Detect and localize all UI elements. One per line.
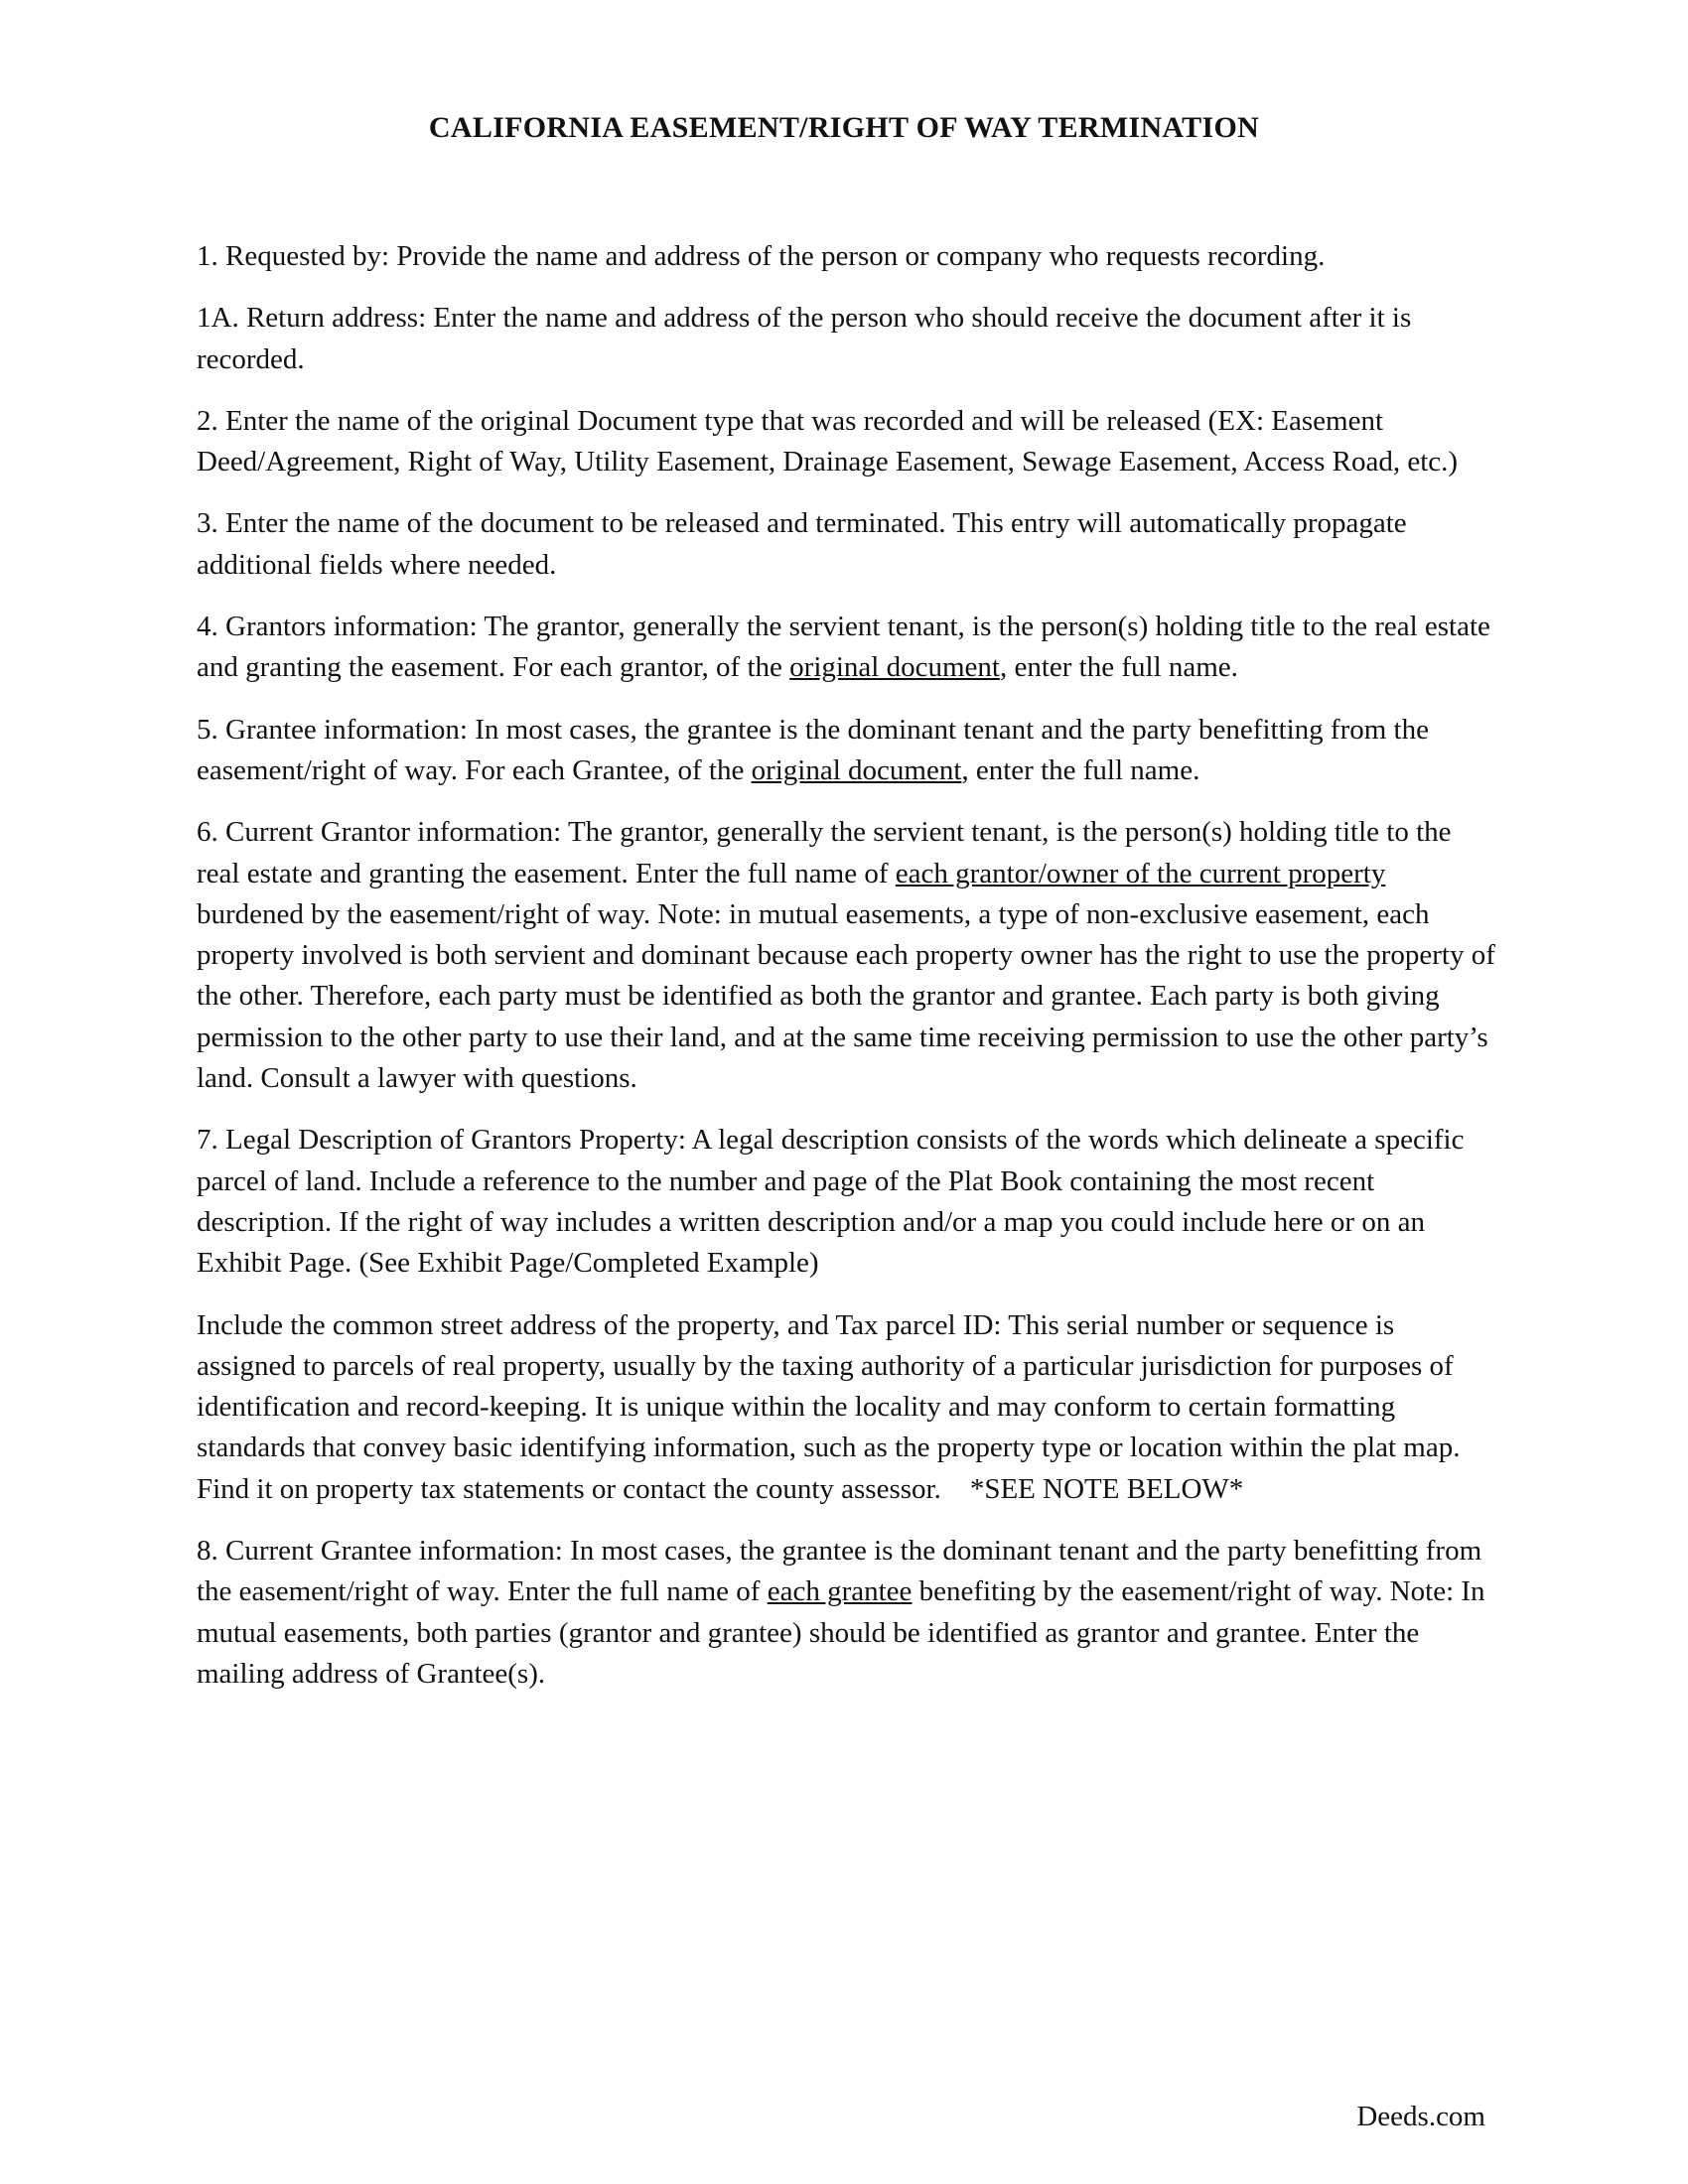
current-owner-underline: each grantor/owner of the current property bbox=[895, 857, 1386, 889]
instruction-8-text-end: benefiting by the easement/right of way. Note: In mutual easements, both parties (grantor and grantee) should be identified as grantor and grantee. Enter the mailing address of Grantee(s). bbox=[197, 1575, 1485, 1690]
footer-brand: Deeds.com bbox=[1356, 2101, 1485, 2132]
instruction-1a-return-address: 1A. Return address: Enter the name and address of the person who should receive the document after it is recorded. bbox=[197, 302, 1412, 375]
instruction-2-document-type: 2. Enter the name of the original Document type that was recorded and will be released (EX: Easement Deed/Agreement, Right of Way, Utility Easement, Drainage Easement, Sewage Easement, Access Road, etc.) bbox=[197, 404, 1459, 478]
instruction-6-current-grantor bbox=[197, 812, 1497, 1099]
each-grantee-underline: each grantee bbox=[767, 1575, 913, 1608]
original-document-underline: original document bbox=[751, 753, 962, 786]
instruction-7-tax-parcel: Include the common street address of the property, and Tax parcel ID: This serial number or sequence is assigned to parcels of real property, usually by the taxing authority of a particular jurisdiction for purposes of identification and record-keeping. It is unique within the locality and may conform to certain formatting standards that convey basic identifying information, such as the property type or location within the plat map. Find it on property tax statements or contact the county assessor. *SEE NOTE BELOW* bbox=[197, 1308, 1468, 1505]
instruction-5-text: 5. Grantee information: In most cases, the grantee is the dominant tenant and the party benefitting from the easement/right of way. For each Grantee, of the bbox=[197, 713, 1429, 786]
instructions-body bbox=[197, 236, 1497, 1715]
instruction-6-text-end: burdened by the easement/right of way. Note: in mutual easements, a type of non-exclusive easement, each property involved is both servient and dominant because each property owner has the right to use the property of the other. Therefore, each party must be identified as both the grantor and grantee. Each party is both giving permission to the other party to use their land, and at the same time receiving permission to use the other party’s land. Consult a lawyer with questions. bbox=[197, 897, 1495, 1095]
instruction-8-text: 8. Current Grantee information: In most cases, the grantee is the dominant tenant and the party benefitting from the easement/right of way. Enter the full name of bbox=[197, 1535, 1482, 1608]
instruction-4-text: 4. Grantors information: The grantor, generally the servient tenant, is the person(s) holding title to the real estate and granting the easement. For each grantor, of the bbox=[197, 611, 1490, 684]
document-title: CALIFORNIA EASEMENT/RIGHT OF WAY TERMINATION bbox=[428, 111, 1260, 144]
original-document-underline: original document bbox=[789, 651, 1000, 684]
instruction-5-grantee bbox=[197, 710, 1497, 792]
instruction-4-grantors bbox=[197, 607, 1497, 689]
instruction-3-document-name: 3. Enter the name of the document to be released and terminated. This entry will automatically propagate additional fields where needed. bbox=[197, 507, 1407, 581]
instruction-7-legal-description: 7. Legal Description of Grantors Property: A legal description consists of the words which delineate a specific parcel of land. Include a reference to the number and page of the Plat Book containing the most recent description. If the right of way includes a written description and/or a map you could include here or on an Exhibit Page. (See Exhibit Page/Completed Example) bbox=[197, 1124, 1465, 1280]
instruction-6-text: 6. Current Grantor information: The grantor, generally the servient tenant, is the person(s) holding title to the real estate and granting the easement. Enter the full name of bbox=[197, 816, 1452, 889]
instruction-4-text-end: , enter the full name. bbox=[999, 651, 1238, 684]
instruction-8-current-grantee bbox=[197, 1531, 1497, 1695]
instruction-1-requested-by: 1. Requested by: Provide the name and address of the person or company who requests recording. bbox=[197, 240, 1326, 272]
instruction-5-text-end: , enter the full name. bbox=[961, 753, 1200, 786]
